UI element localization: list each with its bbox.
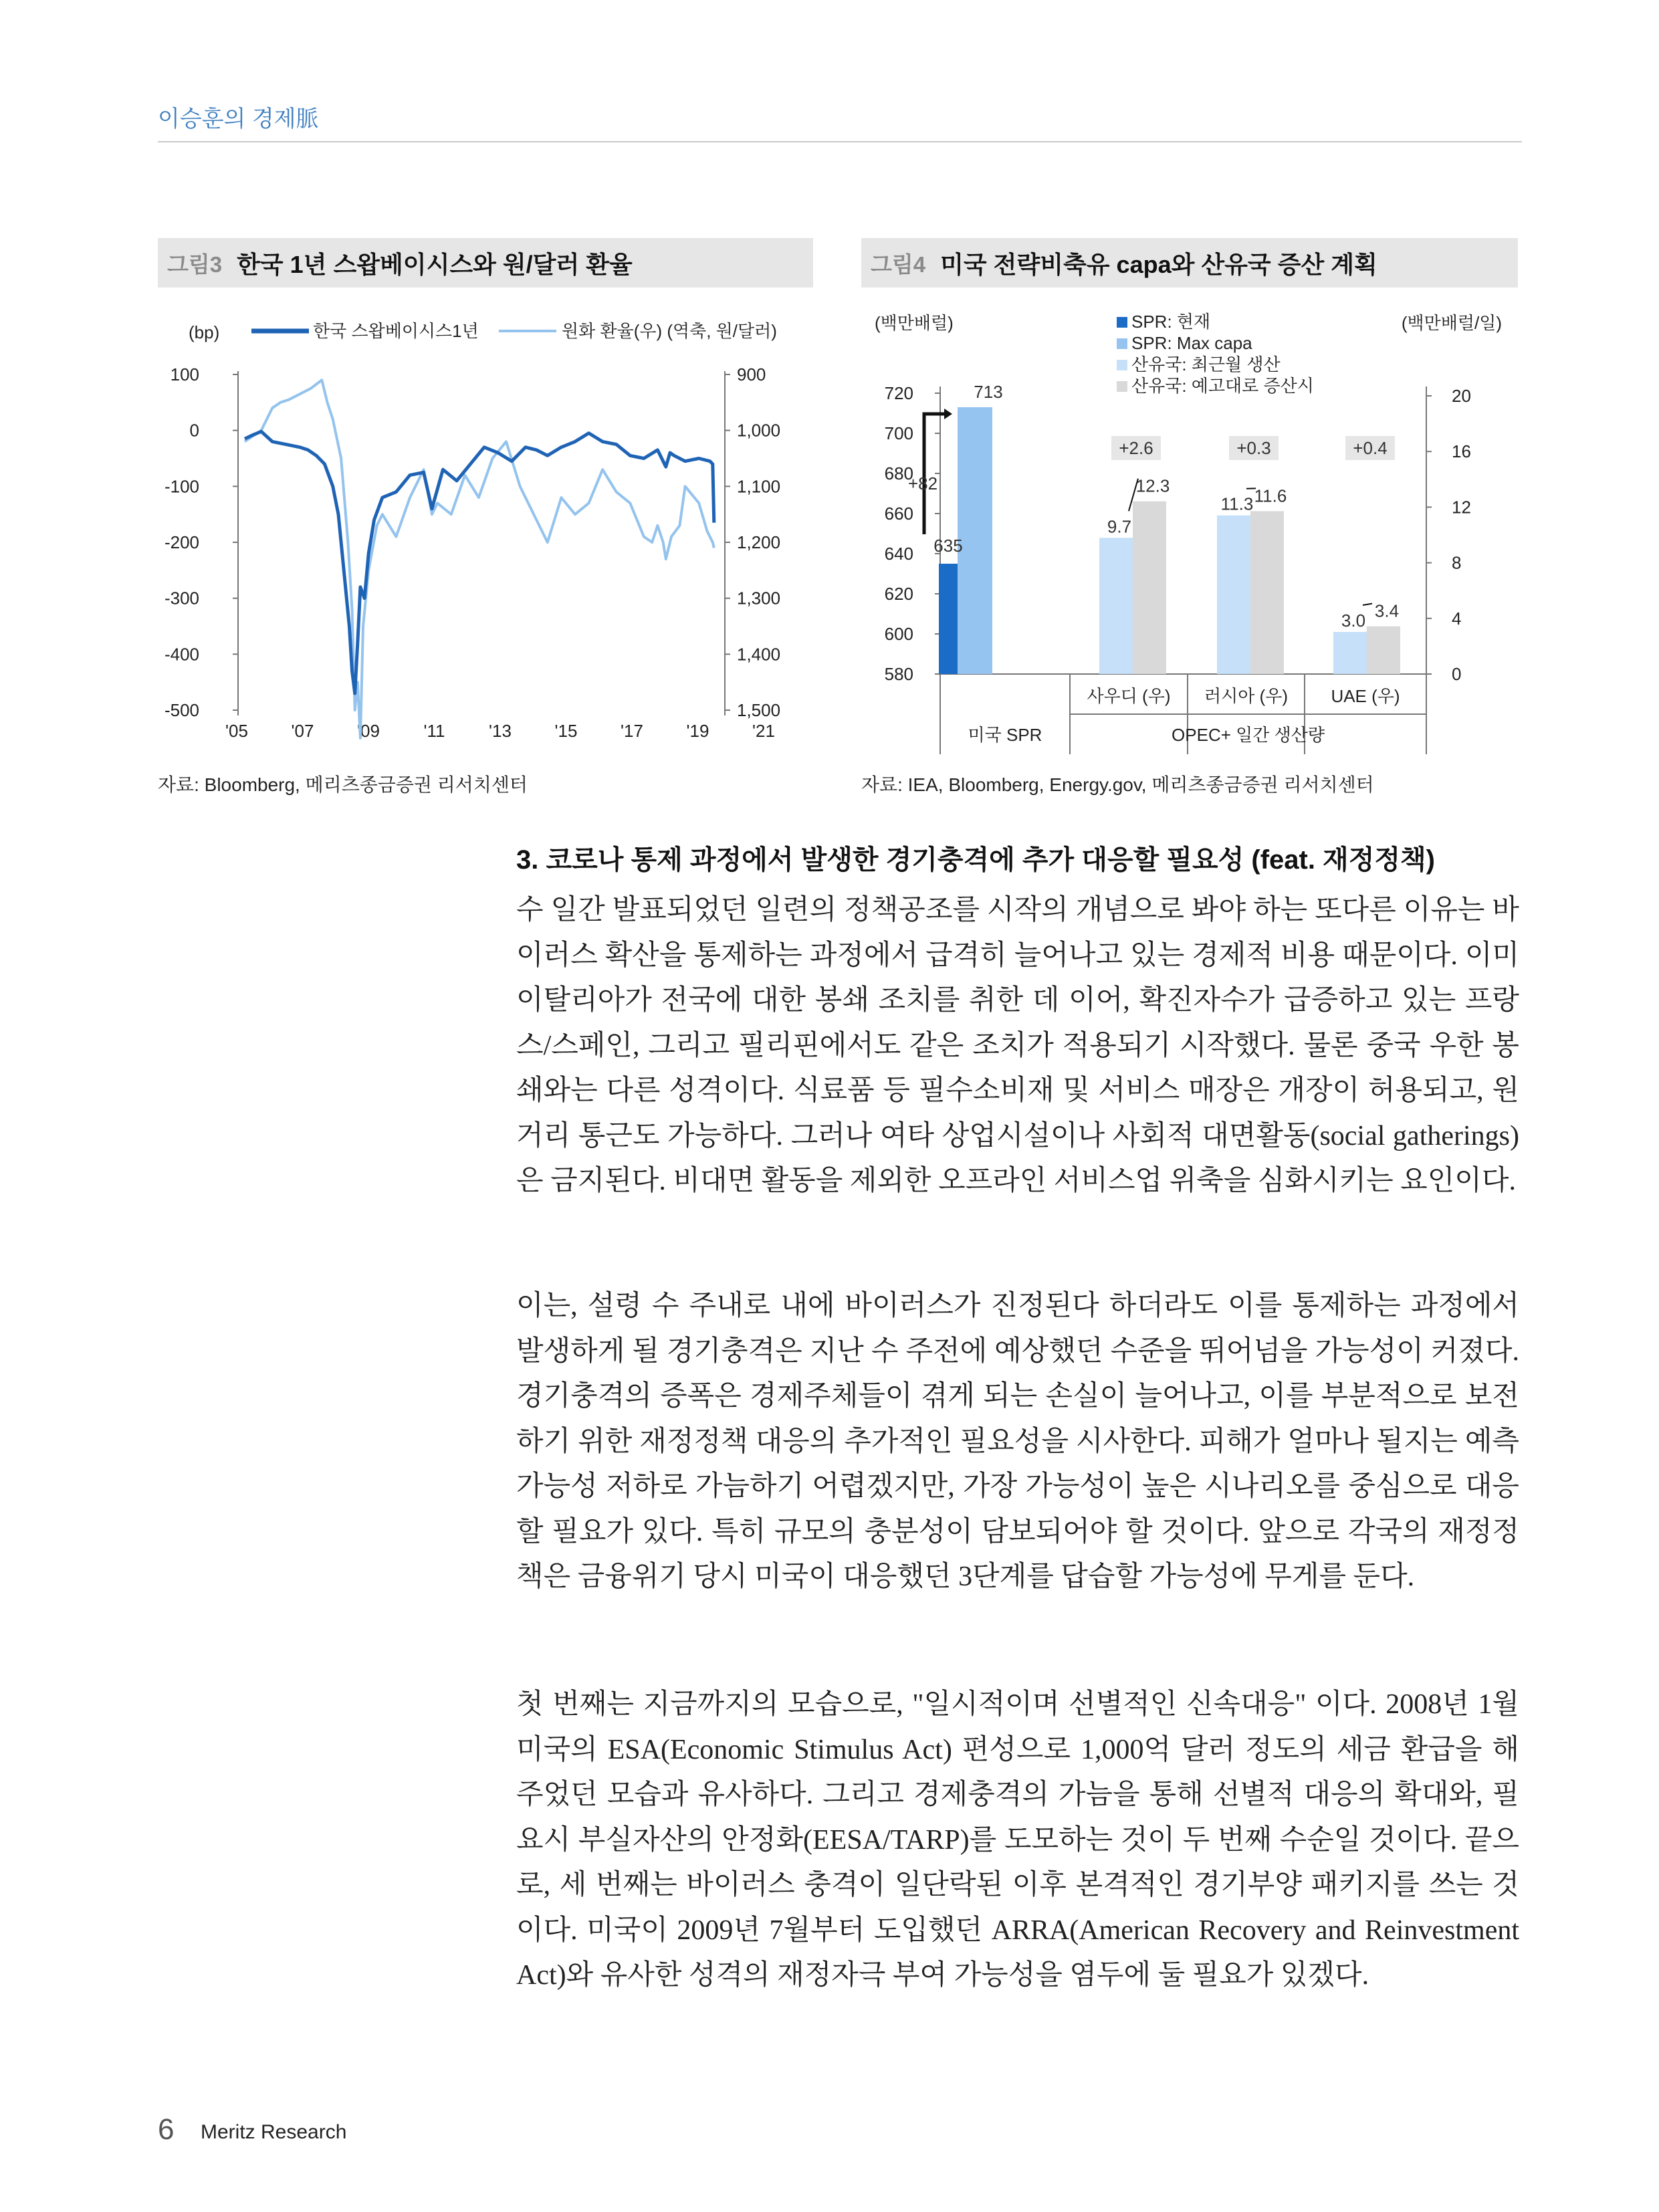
chart3-left-tick-label: -300: [164, 588, 199, 609]
label-opec-diff: +0.4: [1353, 438, 1388, 458]
figure3-source: 자료: Bloomberg, 메리츠종금증권 리서치센터: [158, 774, 528, 795]
figure3-title-bar: [158, 238, 813, 288]
chart3-right-tick-label: 1,200: [737, 532, 781, 552]
chart3-x-tick-label: '07: [291, 721, 314, 741]
legend-swatch: [1117, 381, 1127, 392]
chart4-right-unit: (백만배럴/일): [1401, 313, 1502, 333]
figure4-title: 미국 전략비축유 capa와 산유국 증산 계획: [940, 250, 1377, 278]
chart3-left-unit: (bp): [189, 322, 220, 342]
legend-swatch: [1117, 338, 1127, 349]
opec-arrow-line: [1363, 604, 1372, 605]
chart3-left-tick-label: -500: [164, 700, 199, 720]
chart4-left-unit: (백만배럴): [875, 313, 954, 333]
label-opec-recent: 3.0: [1341, 611, 1366, 631]
chart3-right-tick-label: 1,300: [737, 588, 781, 609]
series-krw-fx-line: [245, 380, 714, 738]
page-number: 6: [158, 2113, 175, 2146]
chart4-left-tick-label: 600: [884, 624, 913, 644]
chart4-right-tick-label: 12: [1452, 497, 1471, 518]
chart4-right-tick-label: 0: [1452, 664, 1462, 684]
chart4-left-tick-label: 620: [884, 584, 913, 604]
chart3-left-tick-label: -400: [164, 644, 199, 665]
chart3-x-tick-label: '11: [423, 721, 445, 741]
series-swap-basis-line: [245, 431, 714, 693]
group-label-opec: OPEC+ 일간 생산량: [1172, 725, 1325, 745]
bar-spr-max: [958, 407, 992, 674]
section-heading: 3. 코로나 통제 과정에서 발생한 경기충격에 추가 대응할 필요성 (feat. 재정정책): [516, 845, 1435, 875]
figure4-number: 그림4: [871, 251, 926, 277]
chart3-x-tick-label: '15: [554, 721, 578, 741]
label-spr-diff: +82: [907, 473, 938, 493]
category-label: 러시아 (우): [1204, 686, 1289, 706]
chart3-left-tick-label: 100: [170, 364, 199, 384]
chart3-right-tick-label: 1,100: [737, 476, 781, 497]
chart4-left-tick-label: 720: [884, 383, 913, 403]
chart4-left-tick-label: 680: [884, 463, 913, 483]
footer-brand: Meritz Research: [201, 2121, 347, 2143]
group-label-spr: 미국 SPR: [968, 725, 1042, 745]
chart3-x-tick-label: '19: [686, 721, 709, 741]
chart4-right-tick-label: 16: [1452, 441, 1471, 462]
label-opec-increase: 3.4: [1374, 600, 1400, 621]
chart3-right-tick-label: 1,400: [737, 644, 781, 665]
chart4-left-tick-label: 640: [884, 544, 913, 564]
chart4-left-tick-label: 700: [884, 423, 913, 443]
legend-swap-label: 한국 스왑베이시스1년: [313, 321, 479, 341]
legend-swatch: [1117, 317, 1127, 328]
spr-diff-bracket: [924, 414, 947, 524]
figure4-title-bar: [861, 238, 1518, 288]
chart4-left-tick-label: 580: [884, 664, 913, 684]
spr-diff-arrowhead: [944, 409, 952, 419]
label-opec-recent: 11.3: [1220, 493, 1254, 514]
category-label: 사우디 (우): [1087, 686, 1171, 706]
label-spr-current: 635: [933, 536, 963, 556]
figure3-number: 그림3: [167, 251, 223, 277]
spr-opec-chart: [861, 301, 1518, 762]
chart3-right-tick-label: 1,500: [737, 700, 781, 720]
bar-opec-recent: [1217, 516, 1250, 674]
figure4-source: 자료: IEA, Bloomberg, Energy.gov, 메리츠종금증권 리서치센터: [861, 774, 1374, 795]
bar-opec-increase: [1133, 502, 1166, 674]
label-opec-diff: +0.3: [1236, 438, 1271, 458]
paragraph-1: 수 일간 발표되었던 일련의 정책공조를 시작의 개념으로 봐야 하는 또다른 이유는 바이러스 확산을 통제하는 과정에서 급격히 늘어나고 있는 경제적 비용 때문이다. 이미 이탈리아가 전국에 대한 봉쇄 조치를 취한 데 이어, 확진자수가 급증하고 있는 프랑스/스페인, 그리고 필리핀에서도 같은 조치가 적용되기 시작했다. 물론 중국 우한 봉쇄와는 다른 성격이다. 식료품 등 필수소비재 및 서비스 매장은 개장이 허용되고, 원거리 통근도 가능하다. 그러나 여타 상업시설이나 사회적 대면활동(social gatherings)은 금지된다. 비대면 활동을 제외한 오프라인 서비스업 위축을 심화시키는 요인이다.: [516, 895, 1520, 1196]
legend-label: SPR: 현재: [1131, 312, 1211, 332]
chart3-x-tick-label: '21: [752, 721, 775, 741]
bar-opec-increase: [1367, 627, 1400, 674]
chart4-right-tick-label: 4: [1452, 608, 1462, 629]
chart3-x-tick-label: '17: [621, 721, 643, 741]
chart3-right-tick-label: 1,000: [737, 420, 781, 441]
chart3-x-tick-label: '13: [489, 721, 512, 741]
label-opec-diff: +2.6: [1119, 438, 1153, 458]
paragraph-3: 첫 번째는 지금까지의 모습으로, "일시적이며 선별적인 신속대응" 이다. 2008년 1월 미국의 ESA(Economic Stimulus Act) 편성으로 1,000억 달러 정도의 세금 환급을 해 주었던 모습과 유사하다. 그리고 경제충격의 가늠을 통해 선별적 대응의 확대와, 필요시 부실자산의 안정화(EESA/TARP)를 도모하는 것이 두 번째 수순일 것이다. 끝으로, 세 번째는 바이러스 충격이 일단락된 이후 본격적인 경기부양 패키지를 쓰는 것이다. 미국이 2009년 7월부터 도입했던 ARRA(American Recovery and Reinvestment Act)와 유사한 성격의 재정자극 부여 가능성을 염두에 둘 필요가 있겠다.: [516, 1689, 1519, 1991]
label-opec-recent: 9.7: [1107, 516, 1132, 537]
bar-opec-recent: [1099, 538, 1133, 674]
chart3-x-tick-label: '05: [225, 721, 248, 741]
legend-fx-label: 원화 환율(우) (역축, 원/달러): [562, 321, 777, 341]
paragraph-2: 이는, 설령 수 주내로 내에 바이러스가 진정된다 하더라도 이를 통제하는 과정에서 발생하게 될 경기충격은 지난 수 주전에 예상했던 수준을 뛰어넘을 가능성이 커졌다. 경기충격의 증폭은 경제주체들이 겪게 되는 손실이 늘어나고, 이를 부분적으로 보전하기 위한 재정정책 대응의 추가적인 필요성을 시사한다. 피해가 얼마나 될지는 예측 가능성 저하로 가늠하기 어렵겠지만, 가장 가능성이 높은 시나리오를 중심으로 대응할 필요가 있다. 특히 규모의 충분성이 담보되어야 할 것이다. 앞으로 각국의 재정정책은 금융위기 당시 미국이 대응했던 3단계를 답습할 가능성에 무게를 둔다.: [516, 1291, 1519, 1592]
chart4-left-tick-label: 660: [884, 504, 913, 524]
bar-spr-current-front: [939, 564, 958, 674]
label-spr-max: 713: [974, 382, 1003, 402]
chart3-right-tick-label: 900: [737, 364, 766, 384]
chart3-left-tick-label: 0: [189, 420, 199, 441]
label-opec-increase: 11.6: [1254, 485, 1287, 506]
figure3-title: 한국 1년 스왑베이시스와 원/달러 환율: [237, 250, 633, 278]
bar-opec-increase: [1250, 511, 1284, 674]
chart3-left-tick-label: -200: [164, 532, 199, 552]
chart3-left-tick-label: -100: [164, 476, 199, 497]
category-label: UAE (우): [1331, 686, 1400, 706]
swap-basis-fx-chart: [158, 301, 813, 756]
chart4-right-tick-label: 8: [1452, 552, 1462, 573]
header-title: 이승훈의 경제脈: [158, 106, 319, 132]
chart3-x-tick-label: '09: [357, 721, 380, 741]
legend-label: SPR: Max capa: [1131, 333, 1252, 353]
chart4-right-tick-label: 20: [1452, 386, 1471, 406]
bar-opec-recent: [1333, 632, 1367, 674]
label-opec-increase: 12.3: [1135, 475, 1170, 496]
header-divider: [158, 141, 1522, 142]
legend-label: 산유국: 최근월 생산: [1131, 354, 1281, 374]
legend-swatch: [1117, 360, 1127, 370]
legend-label: 산유국: 예고대로 증산시: [1131, 376, 1314, 396]
